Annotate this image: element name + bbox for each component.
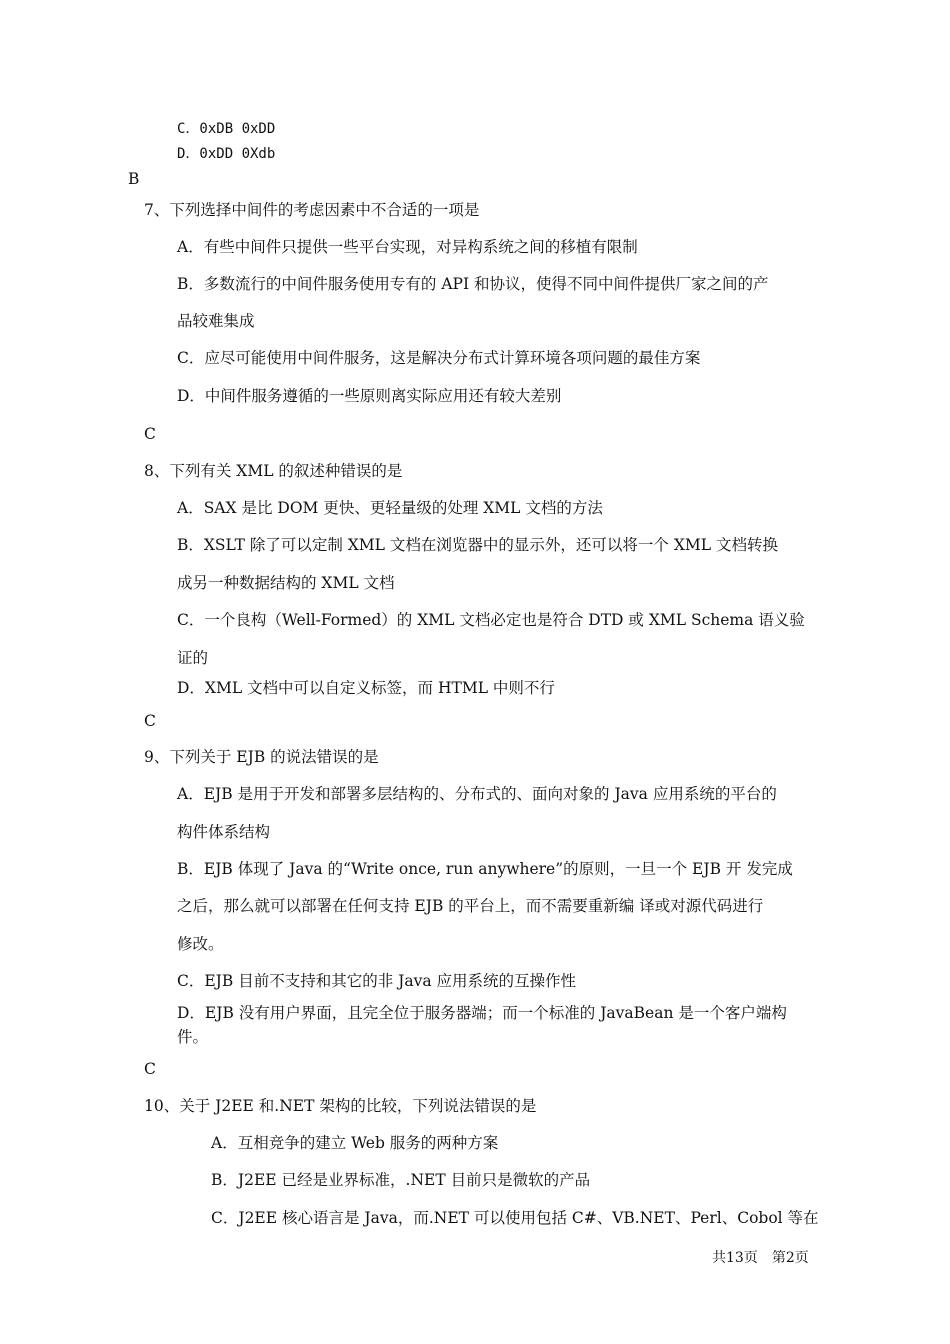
option-a-q9: A．EJB 是用于开发和部署多层结构的、分布式的、面向对象的 Java 应用系统的平台的 xyxy=(177,785,777,803)
option-c-q7: C．应尽可能使用中间件服务，这是解决分布式计算环境各项问题的最佳方案 xyxy=(177,349,701,367)
question-8: 8、下列有关 XML 的叙述种错误的是 xyxy=(144,462,403,480)
total-pages: 共13页 xyxy=(712,1250,758,1266)
option-b-q8: B．XSLT 除了可以定制 XML 文档在浏览器中的显示外，还可以将一个 XML 文档转换 xyxy=(177,536,778,554)
option-b-q8-cont: 成另一种数据结构的 XML 文档 xyxy=(177,574,395,592)
option-c-q10: C．J2EE 核心语言是 Java，而.NET 可以使用包括 C#、VB.NET、Perl、Cobol 等在 xyxy=(211,1209,819,1227)
question-9: 9、下列关于 EJB 的说法错误的是 xyxy=(144,748,379,766)
answer-q8: C xyxy=(144,712,156,730)
option-b-q7-cont: 品较难集成 xyxy=(177,312,255,330)
option-a-q7: A．有些中间件只提供一些平台实现，对异构系统之间的移植有限制 xyxy=(177,238,638,256)
option-a-q8: A．SAX 是比 DOM 更快、更轻量级的处理 XML 文档的方法 xyxy=(177,499,603,517)
option-a-q10: A．互相竞争的建立 Web 服务的两种方案 xyxy=(211,1134,499,1152)
option-d-q6: D．0xDD 0Xdb xyxy=(177,146,276,162)
option-b-q9-end: 修改。 xyxy=(177,935,224,953)
question-7: 7、下列选择中间件的考虑因素中不合适的一项是 xyxy=(144,201,480,219)
answer-q6: B xyxy=(128,170,140,188)
option-c-q6: C．0xDB 0xDD xyxy=(177,121,276,137)
option-d-q7: D．中间件服务遵循的一些原则离实际应用还有较大差别 xyxy=(177,387,562,405)
option-c-q9: C．EJB 目前不支持和其它的非 Java 应用系统的互操作性 xyxy=(177,972,577,990)
option-c-q8: C．一个良构（Well-Formed）的 XML 文档必定也是符合 DTD 或 XML Schema 语义验 xyxy=(177,611,805,629)
question-10: 10、关于 J2EE 和.NET 架构的比较，下列说法错误的是 xyxy=(144,1097,537,1115)
page-footer xyxy=(712,1247,809,1267)
option-d-q8: D．XML 文档中可以自定义标签，而 HTML 中则不行 xyxy=(177,679,555,697)
answer-q9: C xyxy=(144,1060,156,1078)
option-b-q9: B．EJB 体现了 Java 的“Write once, run anywhere”的原则，一旦一个 EJB 开 发完成 xyxy=(177,860,793,878)
option-b-q9-cont: 之后，那么就可以部署在任何支持 EJB 的平台上，而不需要重新编 译或对源代码进行 xyxy=(177,897,764,915)
option-b-q10: B．J2EE 已经是业界标准，.NET 目前只是微软的产品 xyxy=(211,1171,591,1189)
option-a-q9-cont: 构件体系结构 xyxy=(177,823,271,841)
answer-q7: C xyxy=(144,425,156,443)
current-page: 第2页 xyxy=(771,1250,809,1266)
option-d-q9-cont: 件。 xyxy=(177,1028,209,1046)
option-d-q9: D．EJB 没有用户界面，且完全位于服务器端；而一个标准的 JavaBean 是一个客户端构 xyxy=(177,1004,787,1022)
option-b-q7: B．多数流行的中间件服务使用专有的 API 和协议，使得不同中间件提供厂家之间的产 xyxy=(177,275,769,293)
option-c-q8-cont: 证的 xyxy=(177,649,209,667)
